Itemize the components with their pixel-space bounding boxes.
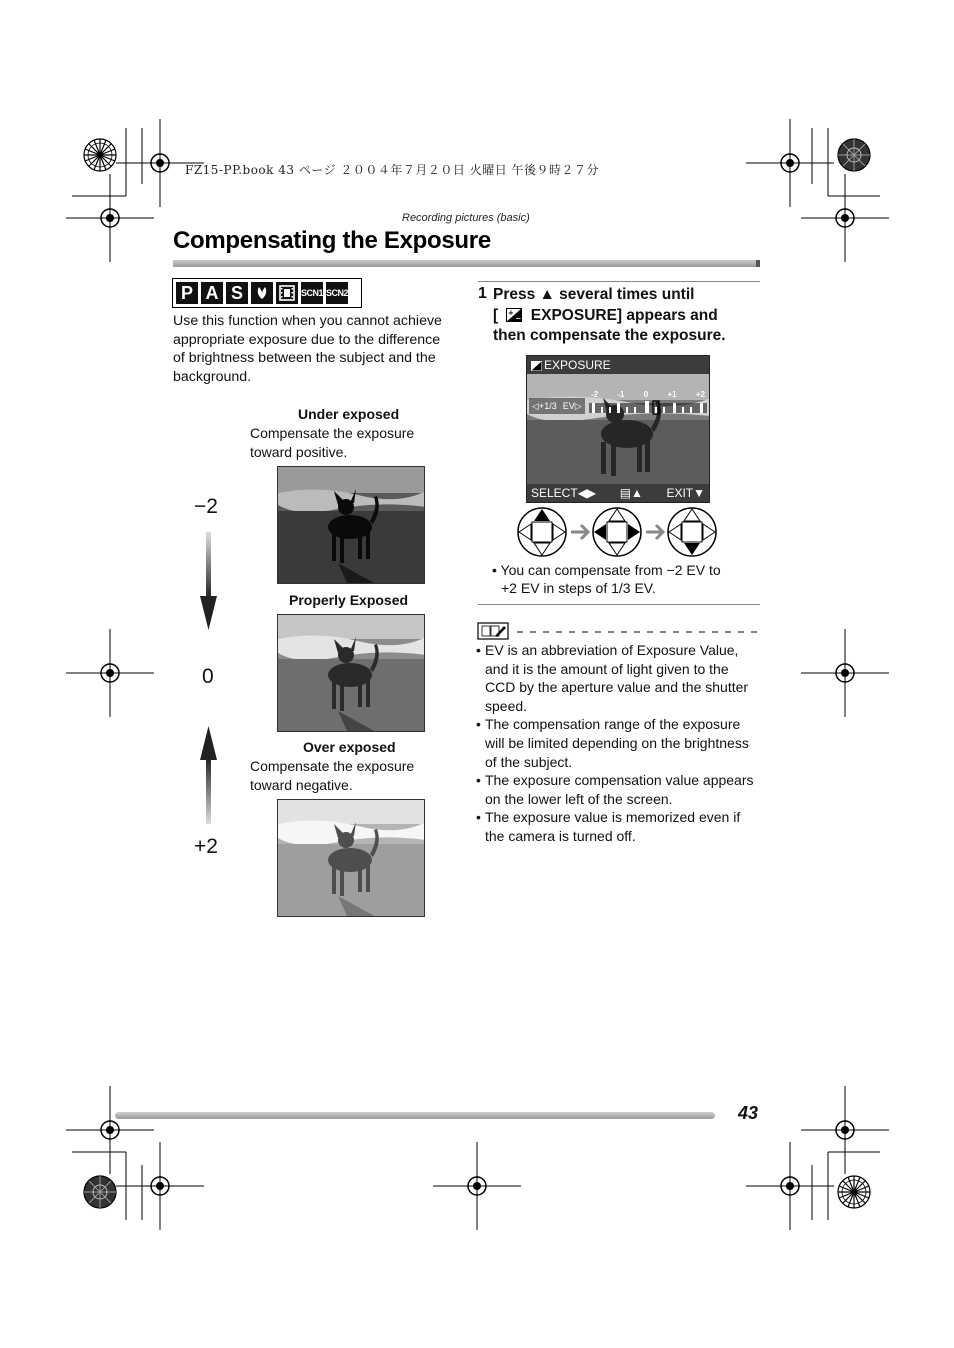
under-exposed-text: Compensate the exposure toward positive. xyxy=(250,425,415,460)
over-exposed-text: Compensate the exposure toward negative. xyxy=(250,758,415,793)
camera-lcd-screen xyxy=(526,355,710,503)
lcd-select-label: SELECT◀▶ xyxy=(531,486,597,500)
title-underline xyxy=(173,260,760,267)
step-line-1: Press ▲ several times until xyxy=(493,286,695,303)
over-exposed-title: Over exposed xyxy=(303,739,396,755)
print-header: FZ15-PP.book 43 ページ ２００４年７月２０日 火曜日 午後９時２７分 xyxy=(185,163,600,177)
lcd-title: EXPOSURE xyxy=(544,358,611,372)
macro-icon xyxy=(251,282,273,304)
lcd-tick-zero: 0 xyxy=(643,390,649,399)
lcd-tick-minus1: -1 xyxy=(617,390,625,399)
page-number: 43 xyxy=(738,1103,759,1123)
mode-s-icon: S xyxy=(226,282,248,304)
lcd-ev-value xyxy=(529,398,585,414)
step-number: 1 xyxy=(478,285,487,302)
lcd-right-arrow-icon: ▷ xyxy=(574,400,582,411)
note-pad-icon xyxy=(478,623,508,639)
svg-text:+: + xyxy=(508,308,515,317)
notes-list xyxy=(476,641,760,846)
title-underline-end xyxy=(756,260,760,267)
note-item: • EV is an abbreviation of Exposure Value, and it is the amount of light given to the CCD by the aperture value and the shutter speed. xyxy=(476,641,760,715)
mode-scn1-icon: SCN1 xyxy=(301,282,323,304)
lcd-mode-icon: ▤▲ xyxy=(619,486,643,500)
lcd-value-fraction: 1/3 xyxy=(544,401,557,411)
step-line-3: then compensate the exposure. xyxy=(493,327,726,345)
footer-bar xyxy=(115,1112,715,1119)
lcd-tick-plus1: +1 xyxy=(667,390,677,399)
ev-minus-label: −2 xyxy=(194,495,218,518)
step-line-2 xyxy=(493,306,755,327)
step-instruction xyxy=(493,285,755,347)
lcd-exposure-icon xyxy=(531,360,542,370)
lcd-photo xyxy=(527,356,710,503)
intro-text: Use this function when you cannot achieve appropriate exposure due to the difference of brightness between the subject and the background. xyxy=(173,313,442,385)
lcd-tick-marks xyxy=(589,399,707,415)
note-item: • The exposure compensation value appears on the lower left of the screen. xyxy=(476,771,760,808)
step-line-2-text: EXPOSURE] appears and xyxy=(530,306,718,324)
cursor-button-down-icon xyxy=(668,508,716,556)
cursor-button-sequence xyxy=(515,505,720,559)
lcd-title-bar xyxy=(527,356,709,374)
svg-text:−: − xyxy=(515,314,522,322)
exposure-icon xyxy=(506,308,522,322)
under-exposed-photo xyxy=(277,466,425,584)
lcd-tick-minus2: -2 xyxy=(591,390,599,399)
step-note-line-2: +2 EV in steps of 1/3 EV. xyxy=(501,580,656,596)
ev-zero-label: 0 xyxy=(202,665,214,688)
note-item: • The compensation range of the exposure will be limited depending on the brightness of the subject. xyxy=(476,715,760,771)
mode-p-icon: P xyxy=(176,282,198,304)
mode-scn2-icon: SCN2 xyxy=(326,282,348,304)
page-title: Compensating the Exposure xyxy=(173,227,491,254)
lcd-left-arrow-icon: ◁ xyxy=(532,400,539,411)
movie-icon xyxy=(276,282,298,304)
mode-icons xyxy=(172,278,362,308)
lcd-bottom-bar xyxy=(527,484,709,502)
properly-exposed-photo xyxy=(277,614,425,732)
note-item: • The exposure value is memorized even if the camera is turned off. xyxy=(476,808,760,845)
step-note-line-1: • You can compensate from −2 EV to xyxy=(492,562,721,578)
section-label: Recording pictures (basic) xyxy=(402,212,530,224)
lcd-exit-label: EXIT▼ xyxy=(666,486,705,500)
step-bracket: [ xyxy=(493,306,499,324)
lcd-ev-scale xyxy=(589,390,707,418)
step-top-rule xyxy=(478,281,760,282)
notes-header xyxy=(477,622,759,640)
cursor-button-up-icon xyxy=(518,508,566,556)
lcd-tick-plus2: +2 xyxy=(695,390,705,399)
ev-plus-label: +2 xyxy=(194,835,218,858)
mode-a-icon: A xyxy=(201,282,223,304)
section-rule xyxy=(478,604,760,605)
properly-exposed-title: Properly Exposed xyxy=(289,592,409,608)
lcd-value-unit: EV xyxy=(562,401,575,411)
lcd-value-prefix: + xyxy=(538,401,545,411)
over-exposed-photo xyxy=(277,799,425,917)
ev-scale-arrows xyxy=(196,530,222,830)
under-exposed-title: Under exposed xyxy=(298,406,400,422)
cursor-button-leftright-icon xyxy=(593,508,641,556)
